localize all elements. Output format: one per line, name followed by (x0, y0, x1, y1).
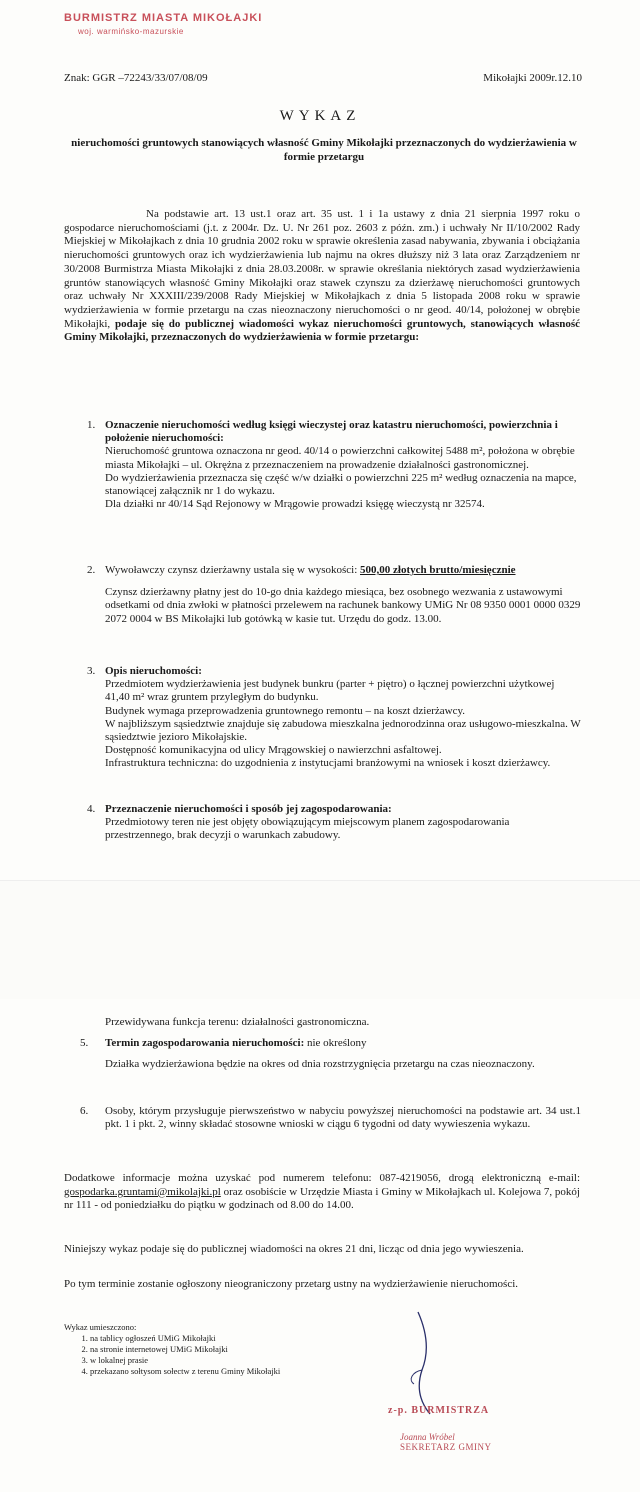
stamp-line-1: BURMISTRZ MIASTA MIKOŁAJKI (64, 12, 263, 24)
item-5-number: 5. (80, 1037, 89, 1049)
intro-bold: podaje się do publicznej wiadomości wykaz nieruchomości gruntowych, stanowiących własność Gminy Mikołajki, przeznaczonych do wydzierżawienia w formie przetargu: (64, 317, 581, 344)
item-4-number: 4. (87, 803, 96, 815)
placement-section (64, 1322, 280, 1377)
item-4 (105, 803, 581, 843)
page-break (0, 880, 640, 999)
stamp-line-2: woj. warmińsko-mazurskie (78, 27, 184, 36)
placement-heading: Wykaz umieszczono: (64, 1322, 137, 1332)
document-title: WYKAZ (279, 108, 361, 124)
item-6 (105, 1105, 581, 1131)
item-3-paragraph-1: Przedmiotem wydzierżawienia jest budynek bunkru (parter + piętro) o łącznej powierzchni użytkowej 41,40 m² wraz gruntem przyległym do budynku. (105, 678, 555, 704)
placement-item: 4. przekazano sołtysom sołectw z terenu Gminy Mikołajki (90, 1366, 280, 1377)
item-3-paragraph-2: Budynek wymaga przeprowadzenia gruntownego remontu – na koszt dzierżawcy. (105, 704, 466, 717)
handwritten-signature (400, 1310, 450, 1420)
item-2 (105, 564, 581, 626)
contact-email-link[interactable]: gospodarka.gruntami@mikolajki.pl (64, 1185, 221, 1198)
item-2-paragraph-1: Czynsz dzierżawny płatny jest do 10-go dnia każdego miesiąca, bez osobnego wezwania z ustawowymi odsetkami od dnia zwłoki w płatności przelewem na rachunek bankowy UMiG Nr 08 9350 0001 0000 0329 2072 0004 w BS Mikołajki lub gotówką w kasie tut. Urzędu do godz. 13.00. (105, 586, 581, 625)
item-3-number: 3. (87, 665, 96, 677)
item-4-paragraph-2: Przewidywana funkcja terenu: działalności gastronomiczna. (105, 1016, 370, 1028)
item-2-number: 2. (87, 564, 96, 576)
item-5 (105, 1037, 581, 1071)
item-3-paragraph-3: W najbliższym sąsiedztwie znajduje się zabudowa mieszkalna jednorodzinna oraz usługowo-mieszkalna. W sąsiedztwie jezioro Mikołajskie. (105, 717, 581, 744)
item-1-paragraph-3: Dla działki nr 40/14 Sąd Rejonowy w Mrągowie prowadzi księgę wieczystą nr 32574. (105, 498, 485, 511)
item-3-paragraph-4: Dostępność komunikacyjna od ulicy Mrągowskiej o nawierzchni asfaltowej. (105, 744, 442, 757)
item-5-paragraph-1: Działka wydzierżawiona będzie na okres od dnia rozstrzygnięcia przetargu na czas nieoznaczony. (105, 1058, 535, 1071)
placement-item: 2. na stronie internetowej UMiG Mikołajki (90, 1344, 280, 1355)
item-1 (105, 419, 581, 511)
contact-text-b: oraz osobiście w Urzędzie Miasta i Gminy w Mikołajkach ul. Kolejowa 7, pokój nr 111 - od poniedziałku do piątku w godzinach od 8.00 do 14.00. (64, 1185, 580, 1212)
item-6-number: 6. (80, 1105, 89, 1117)
reference-number: Znak: GGR –72243/33/07/08/09 (64, 72, 208, 84)
signature-stamp-line-1: z-p. BURMISTRZA (388, 1405, 490, 1416)
notice-tender: Po tym terminie zostanie ogłoszony nieograniczony przetarg ustny na wydzierżawienie nieruchomości. (64, 1278, 519, 1290)
item-3-heading: Opis nieruchomości: (105, 665, 202, 677)
rent-amount: 500,00 złotych brutto/miesięcznie (360, 564, 516, 576)
notice-period: Niniejszy wykaz podaje się do publicznej wiadomości na okres 21 dni, licząc od dnia jego wywieszenia. (64, 1243, 524, 1255)
item-2-lead: Wywoławczy czynsz dzierżawny ustala się w wysokości: (105, 564, 361, 576)
item-5-heading: Termin zagospodarowania nieruchomości: (105, 1037, 305, 1049)
official-stamp (64, 12, 262, 36)
signature-stamp-line-2: Joanna Wróbel (400, 1432, 455, 1442)
placement-list (64, 1333, 280, 1377)
contact-text-a: Dodatkowe informacje można uzyskać pod numerem telefonu: 087-4219056, drogą elektroniczną e-mail: (64, 1172, 580, 1184)
item-4-heading: Przeznaczenie nieruchomości i sposób jej zagospodarowania: (105, 803, 392, 815)
item-3-paragraph-5: Infrastruktura techniczna: do uzgodnienia z instytucjami branżowymi na wniosek i koszt dzierżawcy. (105, 757, 551, 770)
item-5-heading-rest: nie określony (304, 1037, 367, 1049)
item-4-paragraph-1: Przedmiotowy teren nie jest objęty obowiązującym miejscowym planem zagospodarowania przestrzennego, brak decyzji o warunkach zabudowy. (105, 816, 510, 842)
placement-item: 3. w lokalnej prasie (90, 1355, 280, 1366)
signature-stamp-line-3: SEKRETARZ GMINY (400, 1442, 492, 1452)
item-1-paragraph-1: Nieruchomość gruntowa oznaczona nr geod. 40/14 o powierzchni całkowitej 5488 m², położona w obrębie miasta Mikołajki – ul. Okrężna z przeznaczeniem na prowadzenie działalności gastronomicznej. (105, 445, 575, 471)
intro-paragraph (64, 208, 580, 345)
item-6-paragraph-1: Osoby, którym przysługuje pierwszeństwo w nabyciu powyższej nieruchomości na podstawie art. 34 ust.1 pkt. 1 i pkt. 2, winny składać stosowne wnioski w ciągu 6 tygodni od daty wywieszenia wykazu. (105, 1105, 581, 1131)
placement-item: 1. na tablicy ogłoszeń UMiG Mikołajki (90, 1333, 280, 1344)
place-and-date: Mikołajki 2009r.12.10 (483, 72, 582, 84)
item-1-heading: Oznaczenie nieruchomości według księgi wieczystej oraz katastru nieruchomości, powierzchnia i położenie nieruchomości: (105, 419, 558, 445)
signature-stamp (388, 1405, 492, 1452)
item-3 (105, 665, 581, 771)
contact-info (64, 1172, 580, 1213)
item-1-number: 1. (87, 419, 96, 431)
document-subtitle: nieruchomości gruntowych stanowiących własność Gminy Mikołajki przeznaczonych do wydzierżawienia w formie przetargu (71, 137, 577, 163)
intro-text: Na podstawie art. 13 ust.1 oraz art. 35 ust. 1 i 1a ustawy z dnia 21 sierpnia 1997 roku o gospodarce nieruchomościami (j.t. z 2004r. Dz. U. Nr 261 poz. 2603 z późn. zm.) i uchwały Nr II/10/2002 Rady Miejskiej w Mikołajkach z dnia 10 grudnia 2002 roku w sprawie określenia zasad nabywania, zbywania i obciążania nieruchomości gruntowych oraz ich wydzierżawienia lub najmu na okres dłuższy niż 3 lata oraz Zarządzeniem nr 30/2008 Burmistrza Miasta Mikołajki z dnia 28.03.2008r. w sprawie określania niektórych zasad wydzierżawienia gruntów stanowiących własność Gminy Mikołajki oraz stawek czynszu za dzierżawę nieruchomości gruntowych oraz uchwały Nr XXXIII/239/2008 Rady Miejskiej w Mikołajkach z dnia 5 listopada 2008 roku w sprawie wydzierżawienia w formie przetargu na czas nieoznaczony nieruchomości o nr geod. 40/14, położonej w obrębie Mikołajki, (64, 208, 580, 330)
item-1-paragraph-2: Do wydzierżawienia przeznacza się część w/w działki o powierzchni 225 m² według oznaczenia na mapce, stanowiącej załącznik nr 1 do wykazu. (105, 471, 577, 498)
